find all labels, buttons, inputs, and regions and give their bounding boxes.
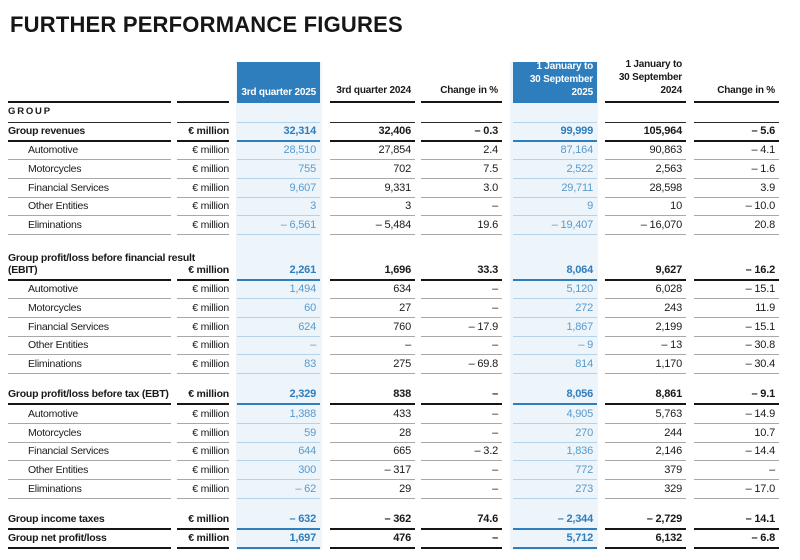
row-value: – 362 [330, 513, 415, 530]
row-value: 19.6 [421, 219, 502, 235]
row-label: Motorcycles [8, 163, 171, 179]
row-value: 270 [513, 427, 597, 443]
row-value: 1,867 [513, 321, 597, 337]
row-value: – 30.8 [694, 339, 779, 355]
table-row [0, 299, 800, 318]
row-value: 83 [237, 358, 320, 374]
row-value: – 14.4 [694, 445, 779, 461]
row-unit: € million [177, 163, 229, 179]
row-label: Financial Services [8, 321, 171, 337]
section-gap [0, 374, 800, 387]
section-header-row [0, 103, 800, 123]
row-value: 433 [330, 408, 415, 424]
row-unit: € million [177, 283, 229, 299]
row-value: 8,861 [605, 388, 686, 405]
row-value: 7.5 [421, 163, 502, 179]
row-value: – 5,484 [330, 219, 415, 235]
row-value: 99,999 [513, 125, 597, 142]
column-header-line: 3rd quarter 2024 [336, 85, 411, 96]
row-unit: € million [177, 408, 229, 424]
column-header-line: 1 January to [625, 59, 682, 70]
row-value: – 16,070 [605, 219, 686, 235]
row-value: 1,494 [237, 283, 320, 299]
row-label: Other Entities [8, 200, 171, 216]
row-unit: € million [177, 321, 229, 337]
row-value: 32,406 [330, 125, 415, 142]
row-value: 772 [513, 464, 597, 480]
row-value: 8,064 [513, 264, 597, 281]
column-header-4 [513, 62, 597, 103]
row-value: – 2,344 [513, 513, 597, 530]
table-row [0, 281, 800, 300]
row-value: 275 [330, 358, 415, 374]
table-row [0, 198, 800, 217]
table-body [0, 103, 800, 549]
row-label: Automotive [8, 283, 171, 299]
row-label: Eliminations [8, 483, 171, 499]
row-unit: € million [177, 219, 229, 235]
row-value: 87,164 [513, 144, 597, 160]
column-header-line: 30 September 2024 [618, 72, 682, 96]
row-value: – 5.6 [694, 125, 779, 142]
row-value: – 632 [237, 513, 320, 530]
column-header-6 [694, 84, 779, 103]
row-unit: € million [177, 264, 229, 281]
row-value: 27 [330, 302, 415, 318]
row-value: – 2,729 [605, 513, 686, 530]
row-value: – [237, 339, 320, 355]
row-value: 29 [330, 483, 415, 499]
row-value: 2,329 [237, 388, 320, 405]
row-label: Group net profit/loss [8, 532, 171, 549]
row-value: – 62 [237, 483, 320, 499]
row-value: – 17.0 [694, 483, 779, 499]
row-unit: € million [177, 464, 229, 480]
column-header-line: 3rd quarter 2025 [241, 87, 316, 98]
row-unit: € million [177, 445, 229, 461]
row-value: 2,522 [513, 163, 597, 179]
row-label: Financial Services [8, 445, 171, 461]
row-value: – 69.8 [421, 358, 502, 374]
row-value: 28,598 [605, 182, 686, 198]
row-value: – 15.1 [694, 283, 779, 299]
row-value: – 4.1 [694, 144, 779, 160]
table-row [0, 461, 800, 480]
row-value: – [421, 388, 502, 405]
column-header-3 [421, 84, 502, 103]
row-unit: € million [177, 358, 229, 374]
column-header-5 [605, 58, 686, 103]
row-value: – [421, 408, 502, 424]
row-value: 1,696 [330, 264, 415, 281]
row-value: 329 [605, 483, 686, 499]
row-value: 644 [237, 445, 320, 461]
row-value: – 6,561 [237, 219, 320, 235]
table-row [0, 337, 800, 356]
row-value: – 6.8 [694, 532, 779, 549]
header-label-spacer [8, 62, 171, 103]
row-value: 9,331 [330, 182, 415, 198]
row-unit: € million [177, 427, 229, 443]
table-row [0, 318, 800, 337]
row-value: 665 [330, 445, 415, 461]
table-header-row [0, 59, 800, 103]
column-header-line: Change in % [717, 85, 775, 96]
row-value: 5,712 [513, 532, 597, 549]
row-label: Financial Services [8, 182, 171, 198]
row-unit: € million [177, 513, 229, 530]
row-label: Group income taxes [8, 513, 171, 530]
row-value: – [694, 464, 779, 480]
row-value: 5,120 [513, 283, 597, 299]
row-value: 9,607 [237, 182, 320, 198]
row-value: – 3.2 [421, 445, 502, 461]
row-value: 60 [237, 302, 320, 318]
row-value: 6,028 [605, 283, 686, 299]
row-unit: € million [177, 144, 229, 160]
row-value: – [421, 483, 502, 499]
row-value: – [421, 302, 502, 318]
row-value: 32,314 [237, 125, 320, 142]
row-value: 1,388 [237, 408, 320, 424]
row-value: 28,510 [237, 144, 320, 160]
table-row [0, 405, 800, 424]
row-unit: € million [177, 339, 229, 355]
row-value: 273 [513, 483, 597, 499]
row-value: – [421, 464, 502, 480]
row-value: – 9.1 [694, 388, 779, 405]
row-value: – [421, 427, 502, 443]
row-value: 3 [330, 200, 415, 216]
row-value: 2.4 [421, 144, 502, 160]
table-row [0, 142, 800, 161]
row-value: – 30.4 [694, 358, 779, 374]
row-label: Other Entities [8, 464, 171, 480]
row-value: 29,711 [513, 182, 597, 198]
row-value: 74.6 [421, 513, 502, 530]
row-value: 702 [330, 163, 415, 179]
row-value: – 17.9 [421, 321, 502, 337]
row-value: 6,132 [605, 532, 686, 549]
row-unit: € million [177, 182, 229, 198]
row-value: 814 [513, 358, 597, 374]
row-label: Eliminations [8, 219, 171, 235]
table-row [0, 443, 800, 462]
row-value: 9 [513, 200, 597, 216]
row-label [8, 251, 195, 281]
table-row [0, 248, 800, 281]
row-value: 624 [237, 321, 320, 337]
performance-table [0, 59, 800, 549]
row-value: 27,854 [330, 144, 415, 160]
row-value: 300 [237, 464, 320, 480]
row-value: 379 [605, 464, 686, 480]
row-label: Motorcycles [8, 302, 171, 318]
row-value: – [330, 339, 415, 355]
table-row [0, 424, 800, 443]
row-label: Automotive [8, 144, 171, 160]
row-value: 760 [330, 321, 415, 337]
row-label: Motorcycles [8, 427, 171, 443]
row-value: – [421, 283, 502, 299]
row-value: 105,964 [605, 125, 686, 142]
row-value: 5,763 [605, 408, 686, 424]
row-value: 9,627 [605, 264, 686, 281]
row-value: – 16.2 [694, 264, 779, 281]
row-value: 28 [330, 427, 415, 443]
row-value: 90,863 [605, 144, 686, 160]
row-label: Group revenues [8, 125, 171, 142]
row-label: Group profit/loss before tax (EBT) [8, 388, 171, 405]
column-header-1 [237, 62, 320, 103]
row-unit: € million [177, 125, 229, 142]
section-gap [0, 499, 800, 512]
row-value: 20.8 [694, 219, 779, 235]
row-value: 4,905 [513, 408, 597, 424]
column-header-line: Change in % [440, 85, 498, 96]
row-value: – [421, 532, 502, 549]
row-value: – 13 [605, 339, 686, 355]
table-row [0, 179, 800, 198]
table-row [0, 480, 800, 499]
row-unit: € million [177, 200, 229, 216]
page-title: FURTHER PERFORMANCE FIGURES [10, 12, 403, 37]
row-value: 10 [605, 200, 686, 216]
row-value: – 0.3 [421, 125, 502, 142]
row-unit: € million [177, 302, 229, 318]
row-value: 838 [330, 388, 415, 405]
row-value: 2,261 [237, 264, 320, 281]
row-value: 10.7 [694, 427, 779, 443]
row-value: 244 [605, 427, 686, 443]
row-value: 59 [237, 427, 320, 443]
row-value: 1,836 [513, 445, 597, 461]
row-value: 634 [330, 283, 415, 299]
row-value: – 9 [513, 339, 597, 355]
table-row [0, 216, 800, 235]
row-label: Eliminations [8, 358, 171, 374]
row-value: – [421, 339, 502, 355]
row-value: – 15.1 [694, 321, 779, 337]
row-value: – 1.6 [694, 163, 779, 179]
row-label-line1: Group profit/loss before financial result [8, 251, 195, 264]
table-row [0, 123, 800, 142]
row-value: – 10.0 [694, 200, 779, 216]
row-value: – 14.1 [694, 513, 779, 530]
row-value: 2,146 [605, 445, 686, 461]
row-unit: € million [177, 532, 229, 549]
row-unit: € million [177, 388, 229, 405]
row-value: – 317 [330, 464, 415, 480]
row-value: 3.0 [421, 182, 502, 198]
row-value: 476 [330, 532, 415, 549]
row-value: 272 [513, 302, 597, 318]
table-row [0, 160, 800, 179]
table-row [0, 530, 800, 549]
column-header-line: 30 September 2025 [529, 74, 593, 98]
row-value: 33.3 [421, 264, 502, 281]
row-value: 1,697 [237, 532, 320, 549]
header-unit-spacer [177, 62, 229, 103]
row-value: – 19,407 [513, 219, 597, 235]
column-header-line: 1 January to [536, 61, 593, 72]
row-value: 243 [605, 302, 686, 318]
row-value: 3.9 [694, 182, 779, 198]
row-value: 2,563 [605, 163, 686, 179]
section-gap [0, 235, 800, 248]
row-value: 11.9 [694, 302, 779, 318]
row-value: – 14.9 [694, 408, 779, 424]
row-value: – [421, 200, 502, 216]
row-label: Other Entities [8, 339, 171, 355]
column-header-2 [330, 84, 415, 103]
row-value: 8,056 [513, 388, 597, 405]
row-value: 755 [237, 163, 320, 179]
row-value: 1,170 [605, 358, 686, 374]
row-value: 3 [237, 200, 320, 216]
row-unit: € million [177, 483, 229, 499]
table-row [0, 511, 800, 530]
table-row [0, 387, 800, 406]
row-value: 2,199 [605, 321, 686, 337]
table-row [0, 355, 800, 374]
section-label: GROUP [8, 107, 171, 123]
row-label-line2: (EBIT) [8, 263, 38, 276]
row-label: Automotive [8, 408, 171, 424]
